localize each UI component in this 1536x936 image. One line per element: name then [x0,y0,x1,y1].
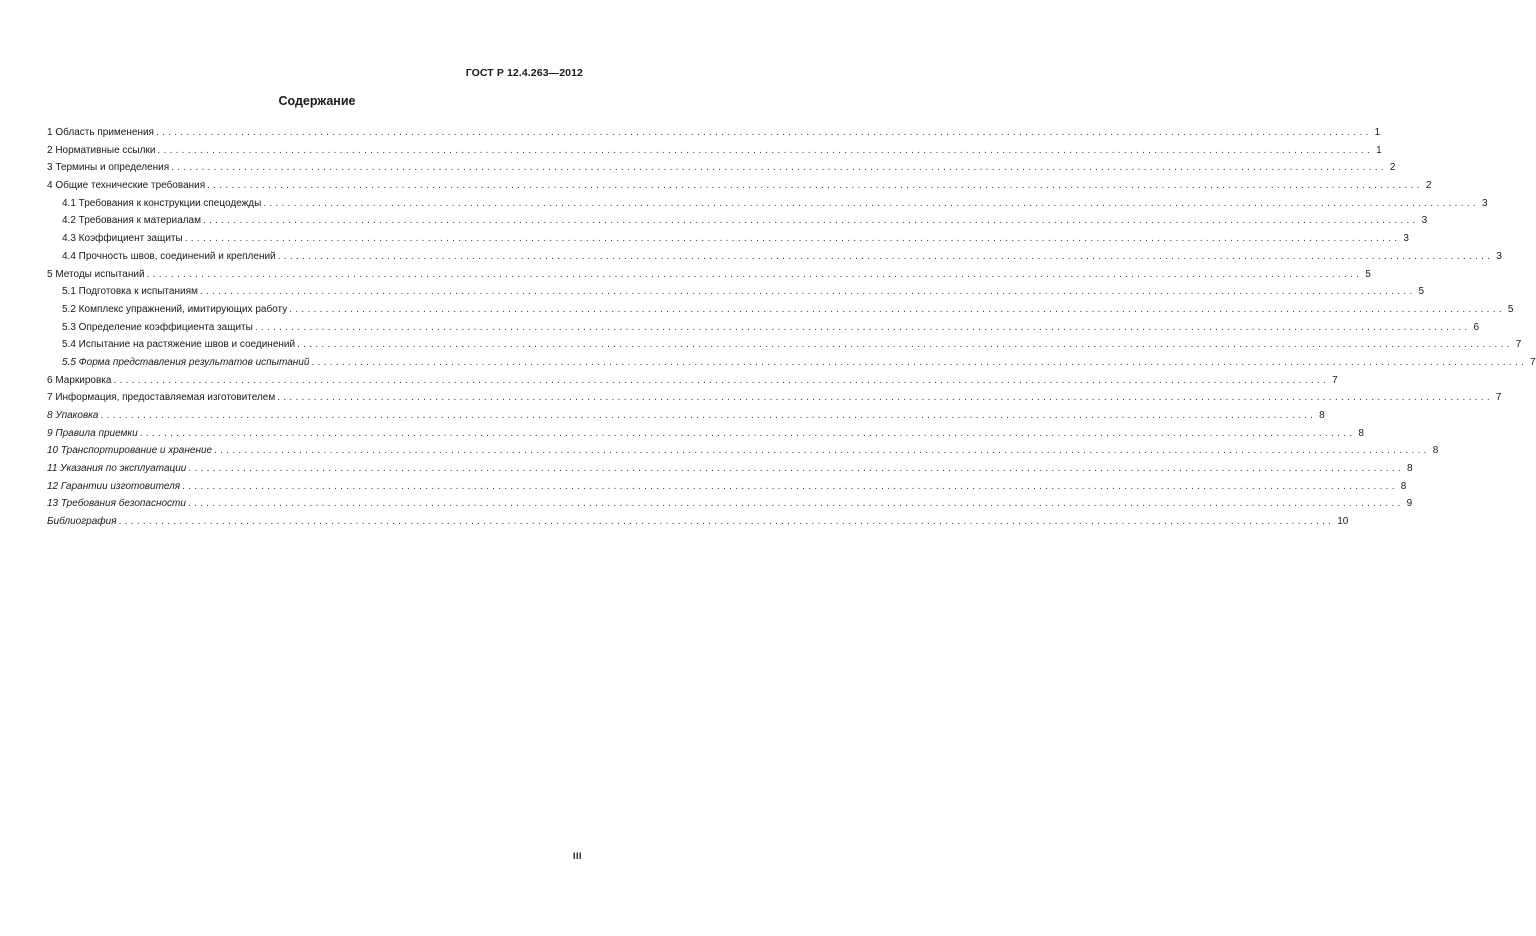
toc-leader-dots: ........................................................................................................................................................................................................ [113,374,1330,386]
toc-leader-dots: ........................................................................................................................................................................................................ [311,356,1528,368]
toc-entry[interactable] [47,230,1409,248]
toc-entry-page: 3 [1482,197,1488,209]
toc-entry-title: 8 Упаковка [47,410,99,421]
toc-entry-page: 6 [1473,321,1480,333]
toc-entry-page: 3 [1496,250,1502,262]
toc-entry-title: 1 Область применения [47,127,154,138]
toc-entry-page: 5 [1418,286,1425,298]
toc-entry-page: 3 [1403,233,1409,245]
toc-entry[interactable] [47,159,1396,177]
toc-entry[interactable] [47,460,1413,478]
toc-entry[interactable] [47,195,1488,213]
toc-entry-title: 7 Информация, предоставляемая изготовителем [47,392,276,404]
toc-entry-page: 7 [1530,356,1536,368]
toc-entry[interactable] [47,389,1502,407]
toc-entry-title: 5.3 Определение коэффициента защиты [62,321,253,333]
toc-entry-page: 2 [1389,162,1396,174]
toc-entry[interactable] [47,319,1480,337]
toc-entry[interactable] [47,336,1522,354]
toc-entry-title: 5.5 Форма представления результатов испытаний [62,356,310,368]
toc-entry-title: 5.2 Комплекс упражнений, имитирующих работу [62,303,288,315]
toc-entry-title: Библиография [47,516,117,528]
toc-entry[interactable] [47,177,1432,195]
toc-leader-dots: ........................................................................................................................................................................................................ [199,286,1416,298]
toc-entry[interactable] [47,442,1439,460]
toc-entry-title: 4.3 Коэффициент защиты [62,233,183,245]
toc-leader-dots: ........................................................................................................................................................................................................ [171,162,1387,174]
toc-entry-page: 7 [1332,374,1338,386]
page-number: III [573,851,583,861]
toc-leader-dots: ........................................................................................................................................................................................................ [187,498,1404,510]
toc-leader-dots: ........................................................................................................................................................................................................ [214,445,1430,457]
toc-entry-title: 2 Нормативные ссылки [47,144,156,156]
toc-entry[interactable] [47,248,1502,266]
toc-entry[interactable] [47,212,1428,230]
toc-title: Содержание [278,94,356,108]
toc-entry-page: 8 [1358,427,1364,439]
toc-entry-title: 12 Гарантии изготовителя [47,480,181,492]
toc-entry[interactable] [47,478,1407,496]
document-code-header: ГОСТ Р 12.4.263—2012 [465,67,583,79]
toc-leader-dots: ........................................................................................................................................................................................................ [277,392,1493,404]
toc-entry-page: 8 [1432,445,1439,457]
toc-entry-title: 4 Общие технические требования [47,180,206,192]
toc-entry-title: 9 Правила приемки [47,427,138,439]
toc-entry-page: 8 [1400,480,1407,492]
toc-entry-title: 5 Методы испытаний [47,268,145,280]
toc-leader-dots: ........................................................................................................................................................................................................ [184,233,1401,245]
toc-entry-title: 4.4 Прочность швов, соединений и креплений [62,250,276,262]
toc-entry-page: 1 [1376,144,1382,156]
toc-entry-title: 5.4 Испытание на растяжение швов и соединений [62,339,296,351]
toc-entry-page: 7 [1495,392,1502,404]
toc-entry-page: 9 [1406,498,1413,510]
toc-entry-title: 5.1 Подготовка к испытаниям [62,286,198,298]
table-of-contents [47,124,1536,531]
toc-entry[interactable] [47,301,1514,319]
toc-entry-title: 6 Маркировка [47,374,112,386]
toc-entry-title: 13 Требования безопасности [47,498,186,510]
toc-leader-dots: ........................................................................................................................................................................................................ [100,410,1317,421]
toc-entry[interactable] [47,124,1381,142]
toc-leader-dots: ........................................................................................................................................................................................................ [182,480,1398,492]
toc-entry[interactable] [47,425,1364,443]
toc-leader-dots: ........................................................................................................................................................................................................ [277,250,1494,262]
toc-entry-page: 7 [1515,339,1522,351]
toc-entry-page: 1 [1374,127,1381,138]
toc-leader-dots: ........................................................................................................................................................................................................ [202,215,1419,227]
toc-entry-page: 5 [1365,268,1371,280]
toc-entry-title: 3 Термины и определения [47,162,170,174]
toc-entry[interactable] [47,513,1349,531]
toc-leader-dots: ........................................................................................................................................................................................................ [263,197,1479,209]
toc-leader-dots: ........................................................................................................................................................................................................ [157,144,1374,156]
toc-leader-dots: ........................................................................................................................................................................................................ [254,321,1471,333]
toc-entry-page: 2 [1425,180,1432,192]
toc-leader-dots: ........................................................................................................................................................................................................ [118,516,1335,528]
toc-leader-dots: ........................................................................................................................................................................................................ [139,427,1356,439]
toc-leader-dots: ........................................................................................................................................................................................................ [289,303,1505,315]
toc-entry[interactable] [47,142,1382,160]
toc-leader-dots: ........................................................................................................................................................................................................ [297,339,1513,351]
toc-entry-page: 3 [1421,215,1428,227]
toc-entry[interactable] [47,372,1338,390]
toc-entry-title: 4.2 Требования к материалам [62,215,201,227]
toc-entry-page: 10 [1337,516,1349,528]
toc-entry-page: 8 [1407,463,1413,475]
toc-entry[interactable] [47,495,1413,513]
toc-entry[interactable] [47,354,1536,372]
toc-leader-dots: ........................................................................................................................................................................................................ [155,127,1372,138]
toc-entry[interactable] [47,266,1371,284]
toc-leader-dots: ........................................................................................................................................................................................................ [188,463,1405,475]
toc-entry-title: 4.1 Требования к конструкции спецодежды [62,197,262,209]
toc-entry[interactable] [47,283,1425,301]
toc-leader-dots: ........................................................................................................................................................................................................ [207,180,1423,192]
toc-leader-dots: ........................................................................................................................................................................................................ [146,268,1363,280]
toc-entry-page: 5 [1507,303,1514,315]
toc-entry-title: 10 Транспортирование и хранение [47,445,213,457]
toc-entry-page: 8 [1319,410,1325,421]
toc-entry-title: 11 Указания по эксплуатации [47,463,187,475]
toc-entry[interactable] [47,407,1325,425]
